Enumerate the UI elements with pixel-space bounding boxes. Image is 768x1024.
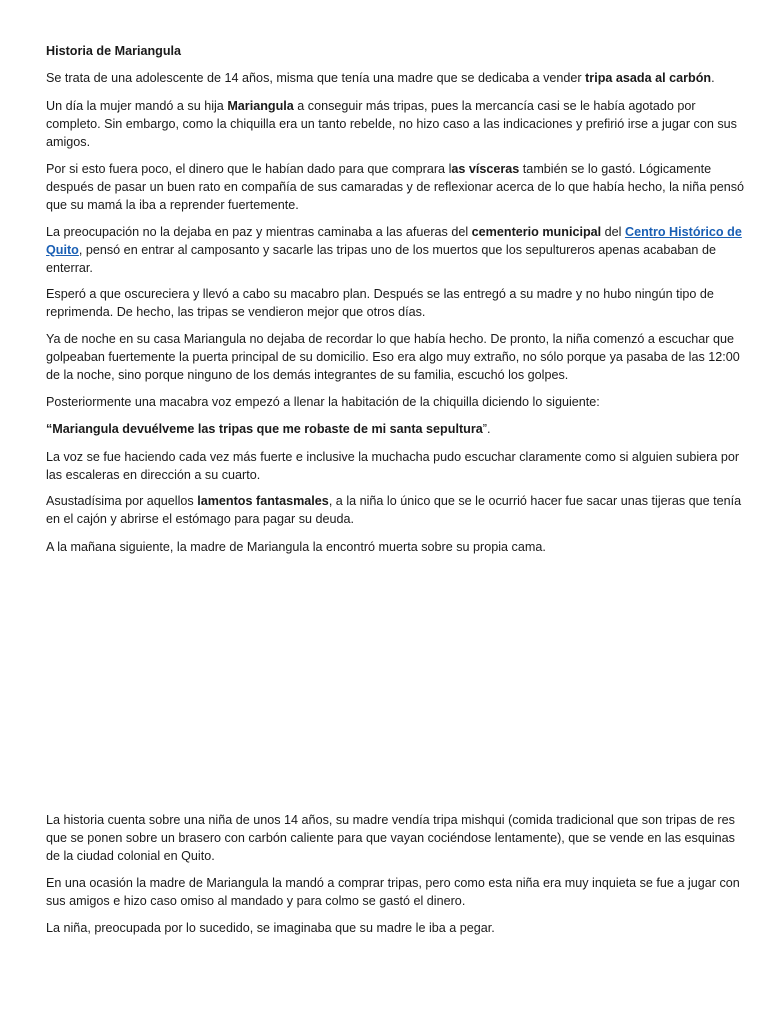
paragraph-12: La historia cuenta sobre una niña de unos 14 años, su madre vendía tripa mishqui (comida tradicional que son tripas de res que se ponen sobre un brasero con carbón caliente para que vayan cociéndose lentamente), que se vende en las esquinas de la ciudad colonial en Quito. [46,813,735,863]
paragraph-3 [46,160,748,214]
paragraph-10-text: Asustadísima por aquellos [46,494,198,508]
paragraph-1-end: . [711,71,715,85]
paragraph-3-end: también se lo gastó. Lógicamente después de pasar un buen rato en compañía de sus camaradas y de reflexionar acerca de lo que había hecho, la niña pensó que su mamá la iba a reprender fuertemente. [46,162,745,212]
paragraph-4-end: , pensó en entrar al camposanto y sacarle las tripas uno de los muertos que los sepultureros apenas acababan de enterrar. [46,243,716,275]
paragraph-6: Ya de noche en su casa Mariangula no dejaba de recordar lo que había hecho. De pronto, la niña comenzó a escuchar que golpeaban fuertemente la puerta principal de su domicilio. Eso era algo muy extraño, no sólo porque ya pasaba de las 12:00 de la noche, sino porque ninguno de los demás integrantes de su familia, escuchó los golpes. [46,332,740,382]
paragraph-5: Esperó a que oscureciera y llevó a cabo su macabro plan. Después se las entregó a su madre y no hubo ningún tipo de reprimenda. De hecho, las tripas se vendieron mejor que otros días. [46,287,714,319]
paragraph-10 [46,492,748,528]
paragraph-2 [46,97,748,151]
paragraph-8 [46,420,748,438]
paragraph-13: En una ocasión la madre de Mariangula la mandó a comprar tripas, pero como esta niña era muy inquieta se fue a jugar con sus amigos e hizo caso omiso al mandado y para colmo se gastó el dinero. [46,876,740,908]
paragraph-2-bold: Mariangula [227,99,294,113]
paragraph-10-bold: lamentos fantasmales [197,494,329,508]
paragraph-4-bold: cementerio municipal [471,225,602,239]
paragraph-2-text: Un día la mujer mandó a su hija [46,99,228,113]
document-title: Historia de Mariangula [46,44,182,58]
paragraph-1-text: Se trata de una adolescente de 14 años, misma que tenía una madre que se dedicaba a vender [46,71,586,85]
paragraph-4 [46,223,748,277]
paragraph-4-text: La preocupación no la dejaba en paz y mientras caminaba a las afueras del [46,225,472,239]
paragraph-2-end: a conseguir más tripas, pues la mercancía casi se le había agotado por completo. Sin embargo, como la chiquilla era un tanto rebelde, no hizo caso a las indicaciones y prefirió irse a jugar con sus amigos. [46,99,737,149]
paragraph-10-end: , a la niña lo único que se le ocurrió hacer fue sacar unas tijeras que tenía en el cajón y abrirse el estómago para pagar su deuda. [46,494,742,526]
paragraph-1 [46,69,748,87]
paragraph-14: La niña, preocupada por lo sucedido, se imaginaba que su madre le iba a pegar. [46,921,495,935]
paragraph-11: A la mañana siguiente, la madre de Mariangula la encontró muerta sobre su propia cama. [46,540,546,554]
paragraph-3-bold: as vísceras [451,162,520,176]
paragraph-9: La voz se fue haciendo cada vez más fuerte e inclusive la muchacha pudo escuchar claramente como si alguien subiera por las escaleras en dirección a su cuarto. [46,450,740,482]
quote-bold: “Mariangula devuélveme las tripas que me robaste de mi santa sepultura [46,422,483,436]
paragraph-3-text: Por si esto fuera poco, el dinero que le habían dado para que comprara l [46,162,452,176]
paragraph-7: Posteriormente una macabra voz empezó a llenar la habitación de la chiquilla diciendo lo siguiente: [46,395,600,409]
paragraph-4-mid: del [601,225,625,239]
quote-end: ”. [482,422,491,436]
centro-historico-link[interactable]: Centro Histórico de Quito [46,225,742,257]
paragraph-1-bold: tripa asada al carbón [585,71,712,85]
